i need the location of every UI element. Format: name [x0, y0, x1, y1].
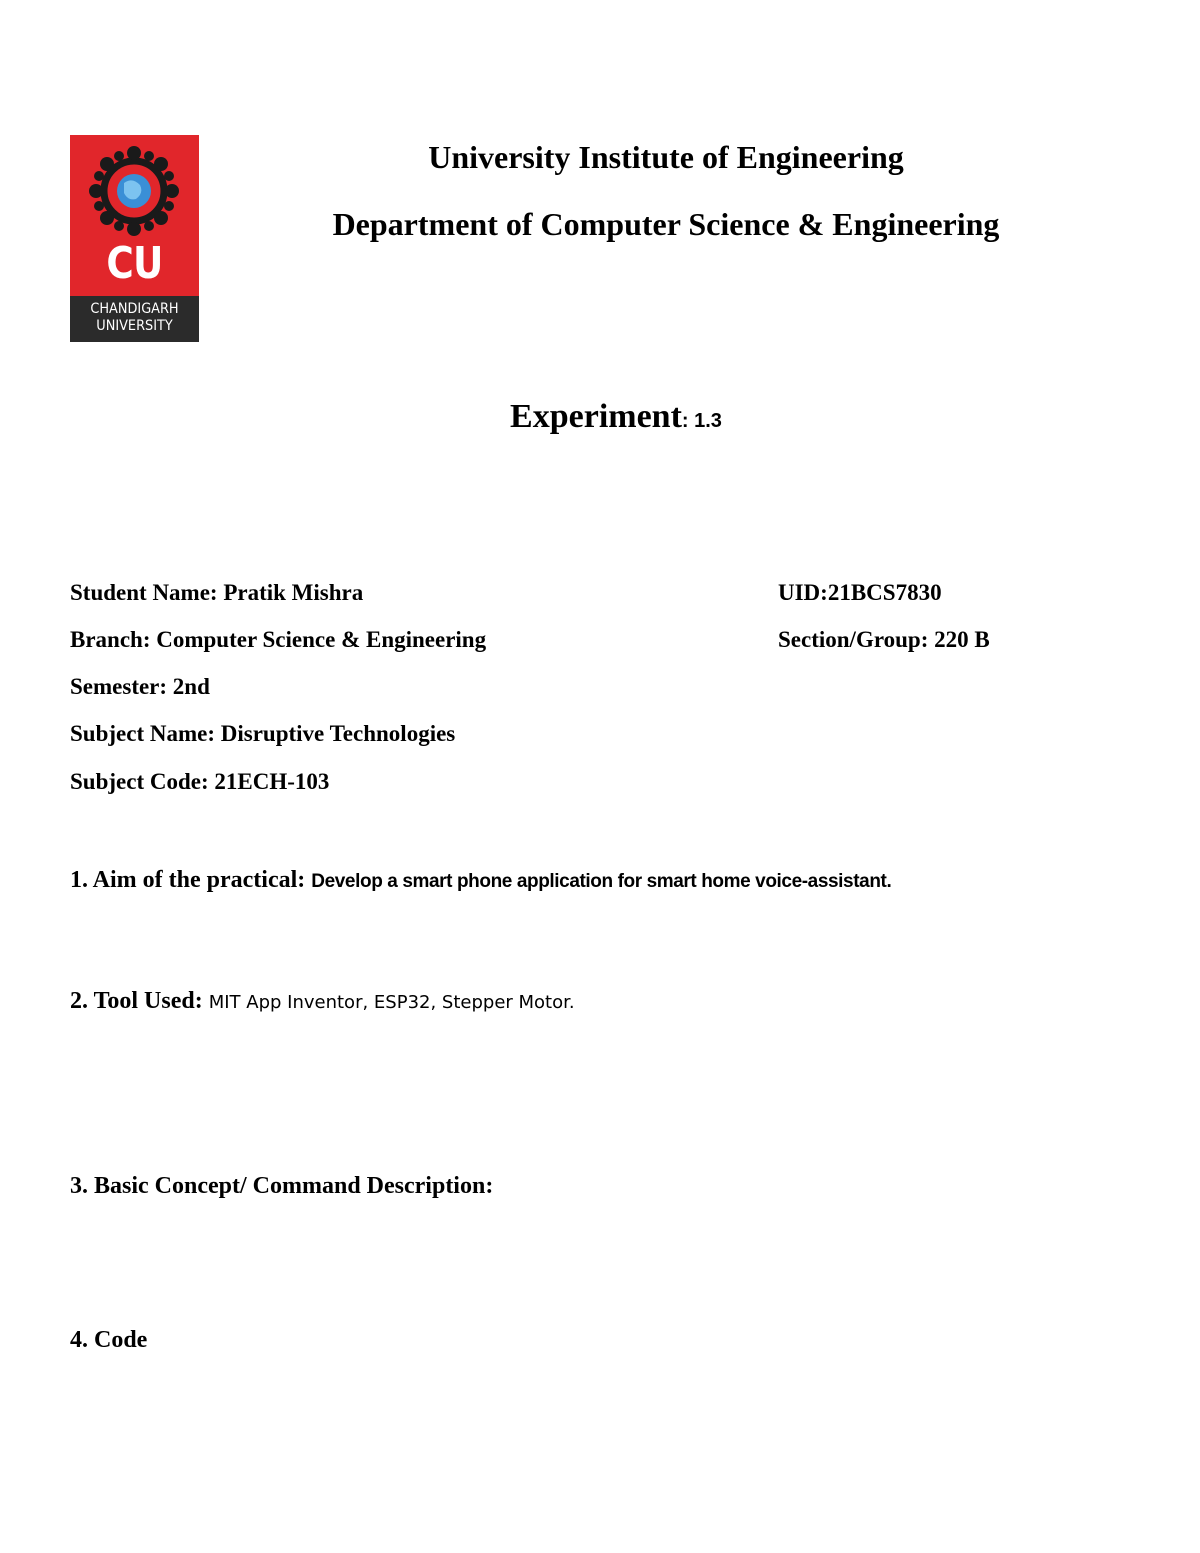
- student-section-group: Section/Group: 220 B: [778, 627, 990, 652]
- concept-section-heading: 3. Basic Concept/ Command Description:: [70, 1173, 494, 1199]
- logo-abbreviation: CU: [106, 238, 163, 289]
- tool-label: 2. Tool Used:: [70, 988, 209, 1014]
- experiment-number: : 1.3: [681, 410, 722, 432]
- emblem-icon: [84, 143, 184, 239]
- institute-title: University Institute of Engineering: [428, 139, 904, 175]
- student-uid: UID:21BCS7830: [778, 580, 942, 605]
- student-branch: Branch: Computer Science & Engineering: [70, 627, 487, 652]
- logo-name-line1: CHANDIGARH: [90, 301, 179, 317]
- department-title: Department of Computer Science & Engineering: [332, 206, 1000, 242]
- student-semester: Semester: 2nd: [70, 674, 210, 699]
- experiment-label: Experiment: [510, 398, 682, 435]
- aim-text: Develop a smart phone application for smart home voice-assistant.: [311, 871, 892, 892]
- experiment-heading: [300, 396, 932, 442]
- student-name: Student Name: Pratik Mishra: [70, 580, 364, 605]
- tool-text: MIT App Inventor, ESP32, Stepper Motor.: [208, 992, 575, 1013]
- aim-label: 1. Aim of the practical:: [70, 867, 312, 893]
- aim-section: [70, 864, 891, 898]
- logo-name-line2: UNIVERSITY: [96, 318, 173, 334]
- code-section-heading: 4. Code: [70, 1327, 148, 1353]
- logo-university-name: [75, 301, 194, 335]
- subject-name: Subject Name: Disruptive Technologies: [70, 721, 456, 746]
- subject-code: Subject Code: 21ECH-103: [70, 769, 330, 794]
- tool-section: [70, 985, 575, 1019]
- university-logo: [70, 135, 199, 342]
